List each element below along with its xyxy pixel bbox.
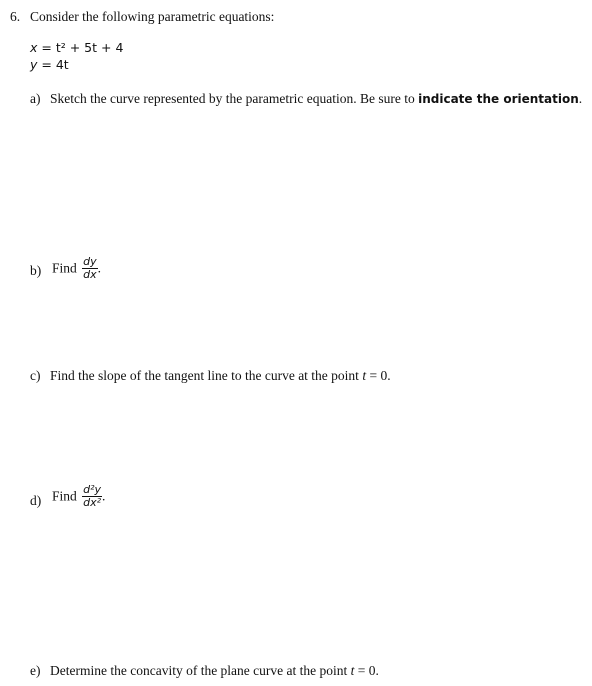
part-d-prompt: Find [52,488,77,504]
problem-number: 6. [10,9,21,24]
part-d-fraction [82,484,102,509]
part-b-denominator: dx [83,268,97,281]
part-a-prompt: Sketch the curve represented by the parametric equation. Be sure to [50,91,415,106]
part-c-text [50,368,391,384]
part-c-value: = 0. [369,368,391,383]
part-b-text [52,256,101,281]
part-d-text [52,484,105,509]
part-b-letter: b) [30,263,42,278]
equation-x-rhs: = t² + 5t + 4 [41,40,124,55]
equation-y-rhs: = 4t [41,57,69,72]
part-b-end: . [97,260,102,276]
part-c-prompt: Find the slope of the tangent line to the curve at the point [50,368,359,383]
part-a-text [50,91,582,107]
part-d-numerator: d²y [83,483,102,496]
part-d-end: . [102,488,106,504]
equation-x [30,40,123,55]
part-e-prompt: Determine the concavity of the plane curve at the point [50,663,348,678]
part-a-letter: a) [30,91,41,106]
part-a-end: . [578,91,583,106]
part-e-letter: e) [30,663,41,678]
equation-x-lhs: x [30,40,38,55]
part-e-text [50,663,379,679]
part-d-letter: d) [30,493,42,508]
part-e-value: = 0. [357,663,379,678]
part-a-bold: indicate the orientation [418,92,579,106]
part-b-prompt: Find [52,260,77,276]
equation-y-lhs: y [30,57,38,72]
equation-y [30,57,69,72]
part-e-var: t [350,663,355,678]
part-b-fraction [82,256,98,281]
part-c-var: t [362,368,367,383]
part-b-numerator: dy [83,255,97,268]
problem-intro: Consider the following parametric equations: [30,9,275,24]
part-c-letter: c) [30,368,41,383]
part-d-denominator: dx² [83,496,102,509]
